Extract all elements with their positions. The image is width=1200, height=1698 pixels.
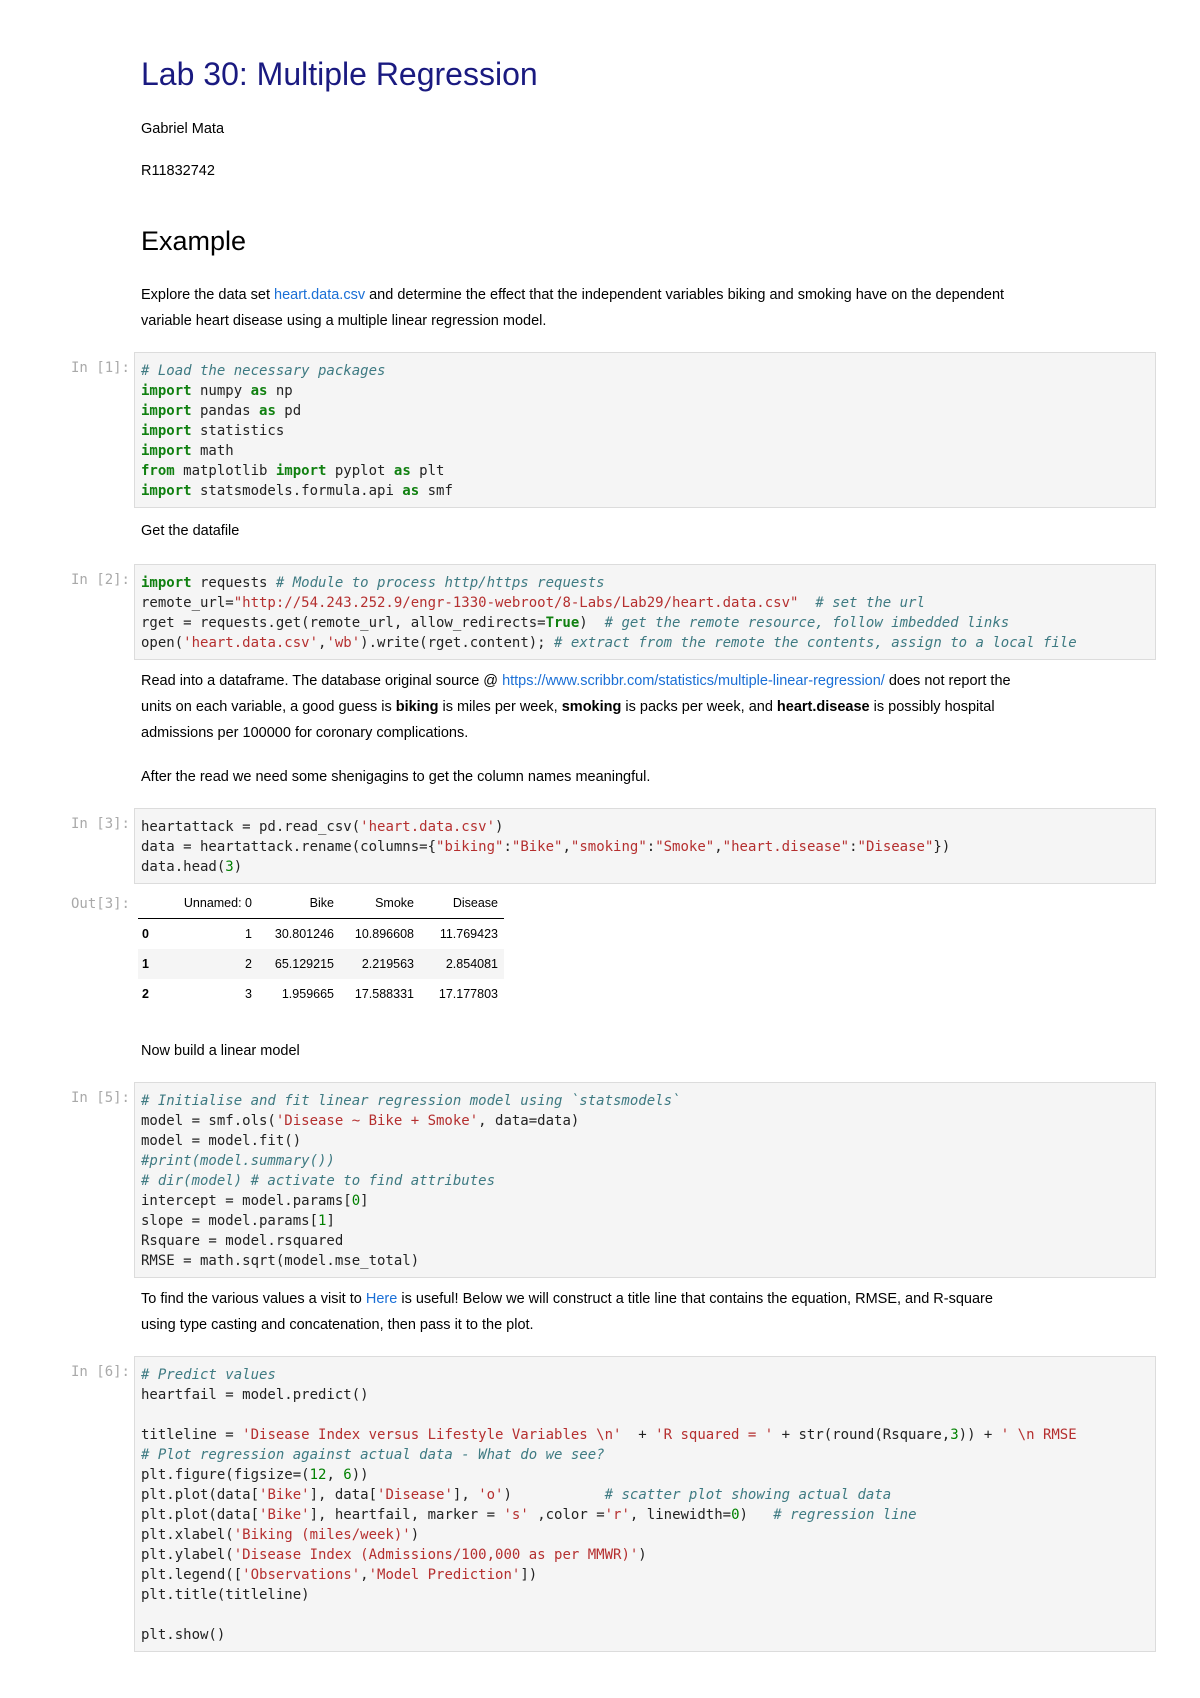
code-cell-download[interactable]: import requests # Module to process http/https requests remote_url="http://54.243.252.9/engr-1330-webroot/8-Labs/Lab29/heart.data.csv" # set the url rget = requests.get(remote_url, allow_redirects=True) # get the remote resource, follow imbedded links open('heart.data.csv','wb').write(rget.content); # extract from the remote the contents, assign to a local file bbox=[134, 564, 1156, 660]
table-row bbox=[138, 979, 504, 1009]
table-cell: 17.177803 bbox=[438, 987, 498, 1001]
code-cell-imports[interactable]: # Load the necessary packages import numpy as np import pandas as pd import statistics import math from matplotlib import pyplot as plt import statsmodels.formula.api as smf bbox=[134, 352, 1156, 508]
table-cell: 0 bbox=[142, 927, 149, 941]
code-cell-read-csv[interactable]: heartattack = pd.read_csv('heart.data.csv') data = heartattack.rename(columns={"biking":"Bike","smoking":"Smoke","heart.disease":"Disease"}) data.head(3) bbox=[134, 808, 1156, 884]
table-cell: 1 bbox=[138, 949, 166, 979]
get-datafile-text: Get the datafile bbox=[141, 523, 240, 539]
cell-prompt-in-5: In [5]: bbox=[70, 1090, 130, 1106]
table-header-smoke: Smoke bbox=[340, 888, 420, 919]
student-id: R11832742 bbox=[141, 163, 215, 179]
read-paragraph: Read into a dataframe. The database original source @ https://www.scribbr.com/statistics/multiple-linear-regression/ does not report the units on each variable, a good guess is biking is miles per week, smoking is packs per week, and heart.disease is possibly hospital admissions per 100000 for coronary complications. bbox=[141, 673, 1011, 741]
heart-data-link[interactable]: heart.data.csv bbox=[274, 287, 366, 303]
dataframe-output-table bbox=[138, 888, 504, 1009]
table-cell: 65.129215 bbox=[258, 949, 340, 979]
scribbr-link[interactable]: https://www.scribbr.com/statistics/multiple-linear-regression/ bbox=[502, 673, 885, 689]
table-cell: 2.854081 bbox=[420, 949, 504, 979]
cell-prompt-in-3: In [3]: bbox=[70, 816, 130, 832]
table-cell: 2 bbox=[142, 987, 149, 1001]
table-header-unnamed: Unnamed: 0 bbox=[166, 888, 258, 919]
code-cell-fit-model[interactable]: # Initialise and fit linear regression model using `statsmodels` model = smf.ols('Disease ~ Bike + Smoke', data=data) model = model.fit() #print(model.summary()) # dir(model) # activate to find attributes intercept = model.params[0] slope = model.params[1] Rsquare = model.rsquared RMSE = math.sqrt(model.mse_total) bbox=[134, 1082, 1156, 1278]
table-header-disease: Disease bbox=[420, 888, 504, 919]
cell-prompt-in-6: In [6]: bbox=[70, 1364, 130, 1380]
table-cell: 3 bbox=[245, 987, 252, 1001]
find-values-paragraph: To find the various values a visit to Here is useful! Below we will construct a title line that contains the equation, RMSE, and R-square using type casting and concatenation, then pass it to the plot. bbox=[141, 1291, 993, 1333]
table-header-bike: Bike bbox=[258, 888, 340, 919]
author-name: Gabriel Mata bbox=[141, 121, 225, 137]
code-cell-plot[interactable]: # Predict values heartfail = model.predict() titleline = 'Disease Index versus Lifestyle Variables \n' + 'R squared = ' + str(round(Rsquare,3)) + ' \n RMSE # Plot regression against actual data - What do we see? plt.figure(figsize=(12, 6)) plt.plot(data['Bike'], data['Disease'], 'o') # scatter plot showing actual data plt.plot(data['Bike'], heartfail, marker = 's' ,color ='r', linewidth=0) # regression line plt.xlabel('Biking (miles/week)') plt.ylabel('Disease Index (Admissions/100,000 as per MMWR)') plt.legend(['Observations','Model Prediction']) plt.title(titleline) plt.show() bbox=[134, 1356, 1156, 1652]
table-header-row bbox=[138, 888, 504, 919]
here-link[interactable]: Here bbox=[365, 1291, 398, 1307]
table-cell: 10.896608 bbox=[354, 927, 414, 941]
cell-prompt-in-2: In [2]: bbox=[70, 572, 130, 588]
table-cell: 17.588331 bbox=[354, 987, 414, 1001]
table-cell: 2 bbox=[166, 949, 258, 979]
intro-paragraph: Explore the data set heart.data.csv and determine the effect that the independent variables biking and smoking have on the dependent variable heart disease using a multiple linear regression model. bbox=[141, 287, 1005, 329]
table-cell: 2.219563 bbox=[340, 949, 420, 979]
section-heading-example: Example bbox=[141, 226, 247, 256]
cell-prompt-out-3: Out[3]: bbox=[70, 896, 130, 912]
cell-prompt-in-1: In [1]: bbox=[70, 360, 130, 376]
page-title: Lab 30: Multiple Regression bbox=[141, 56, 538, 92]
build-model-text: Now build a linear model bbox=[141, 1043, 300, 1059]
table-header-index bbox=[138, 888, 166, 919]
table-cell: 1.959665 bbox=[281, 987, 334, 1001]
table-row bbox=[138, 919, 504, 950]
table-cell: 30.801246 bbox=[274, 927, 334, 941]
table-row bbox=[138, 949, 504, 979]
table-cell: 1 bbox=[245, 927, 252, 941]
table-cell: 11.769423 bbox=[439, 927, 498, 941]
after-read-text: After the read we need some shenigagins to get the column names meaningful. bbox=[141, 769, 651, 785]
